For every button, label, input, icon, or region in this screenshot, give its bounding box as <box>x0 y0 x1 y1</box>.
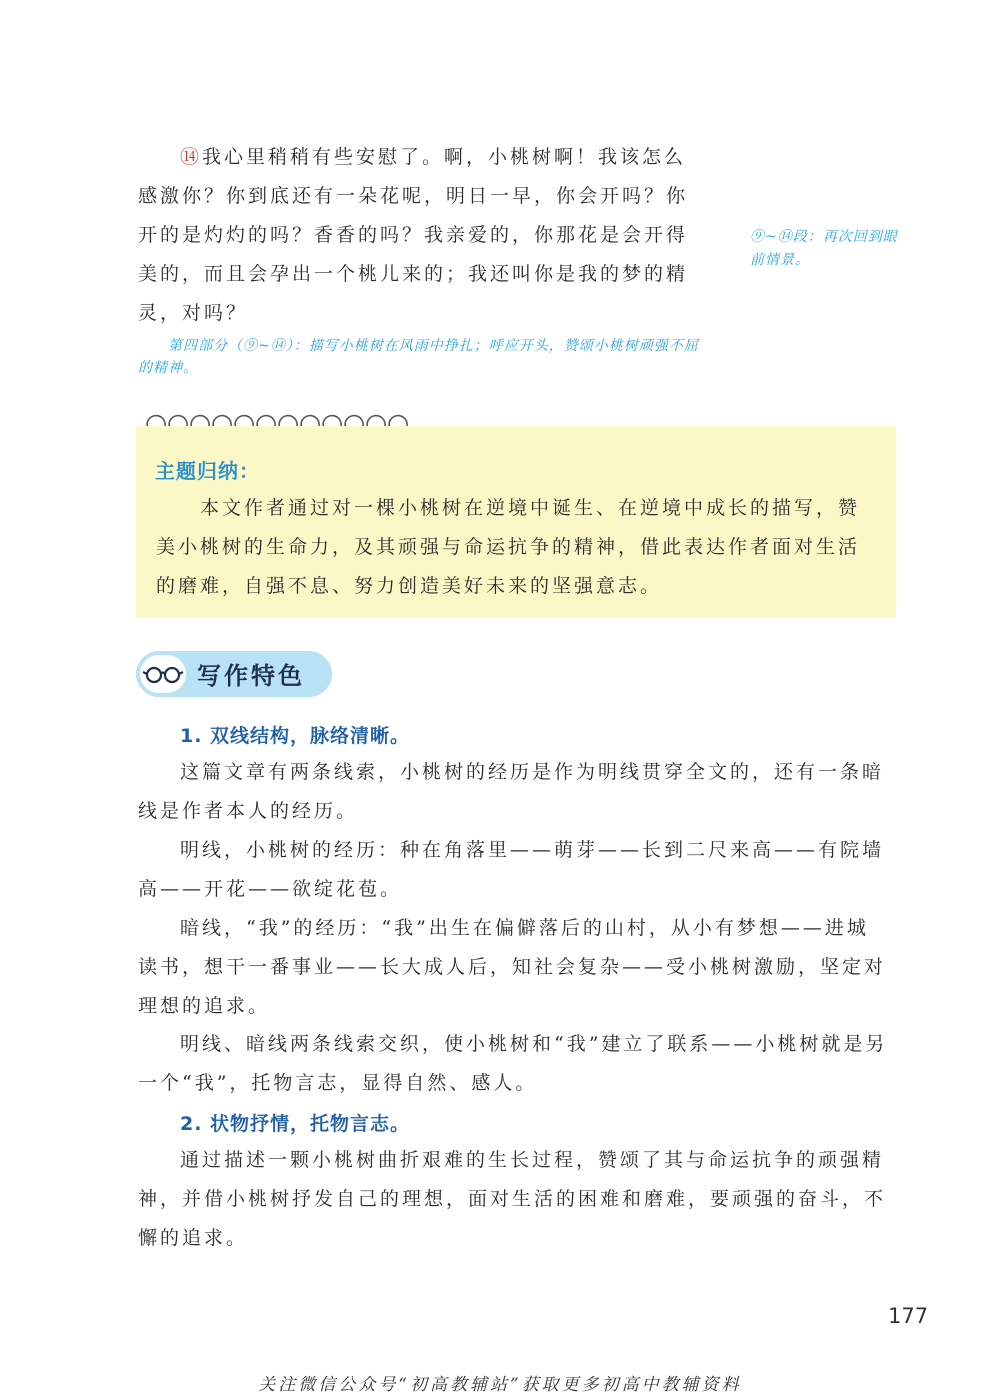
page-number: 177 <box>888 1304 929 1328</box>
body-paragraph-3: 暗线，“我”的经历：“我”出生在偏僻落后的山村，从小有梦想——进城读书，想干一番事业——长大成人后，知社会复杂——受小桃树激励，坚定对理想的追求。 <box>138 917 887 1017</box>
point-2-heading: 2. 状物抒情，托物言志。 <box>180 1113 411 1135</box>
body-paragraph-5: 通过描述一颗小桃树曲折艰难的生长过程，赞颂了其与命运抗争的顽强精神，并借小桃树抒发自己的理想，面对生活的困难和磨难，要顽强的奋斗，不懈的追求。 <box>138 1149 887 1249</box>
point-1-heading: 1. 双线结构，脉络清晰。 <box>180 725 411 747</box>
part-summary-note: 第四部分（⑨~⑭）：描写小桃树在风雨中挣扎；呼应开头，赞颂小桃树顽强不屈的精神。 <box>138 338 699 376</box>
body-paragraph-2: 明线，小桃树的经历：种在角落里——萌芽——长到二尺来高——有院墙高——开花——欲绽花苞。 <box>138 839 885 900</box>
glasses-icon <box>140 655 186 693</box>
paragraph-14-text: 我心里稍稍有些安慰了。啊，小桃树啊！我该怎么感激你？你到底还有一朵花呢，明日一早，你会开吗？你开的是灼灼的吗？香香的吗？我亲爱的，你那花是会开得美的，而且会孕出一个桃儿来的；我还叫你是我的梦的精灵，对吗？ <box>138 146 689 324</box>
body-paragraph-4: 明线、暗线两条线索交织，使小桃树和“我”建立了联系——小桃树就是另一个“我”，托物言志，显得自然、感人。 <box>138 1033 888 1094</box>
theme-body: 本文作者通过对一棵小桃树在逆境中诞生、在逆境中成长的描写，赞美小桃树的生命力，及其顽强与命运抗争的精神，借此表达作者面对生活的磨难，自强不息、努力创造美好未来的坚强意志。 <box>156 497 861 597</box>
glasses-icon-bg <box>140 655 186 693</box>
paragraph-14 <box>138 138 703 333</box>
margin-note: ⑨~⑭段：再次回到眼前情景。 <box>750 229 898 268</box>
section-title: 写作特色 <box>197 662 305 690</box>
theme-title: 主题归纳： <box>155 459 260 483</box>
paragraph-number: ⑭ <box>180 146 203 168</box>
body-paragraph-1: 这篇文章有两条线索，小桃树的经历是作为明线贯穿全文的，还有一条暗线是作者本人的经历。 <box>138 761 885 822</box>
footer-watermark: 关注微信公众号“初高教辅站”获取更多初高中教辅资料 <box>258 1375 742 1395</box>
